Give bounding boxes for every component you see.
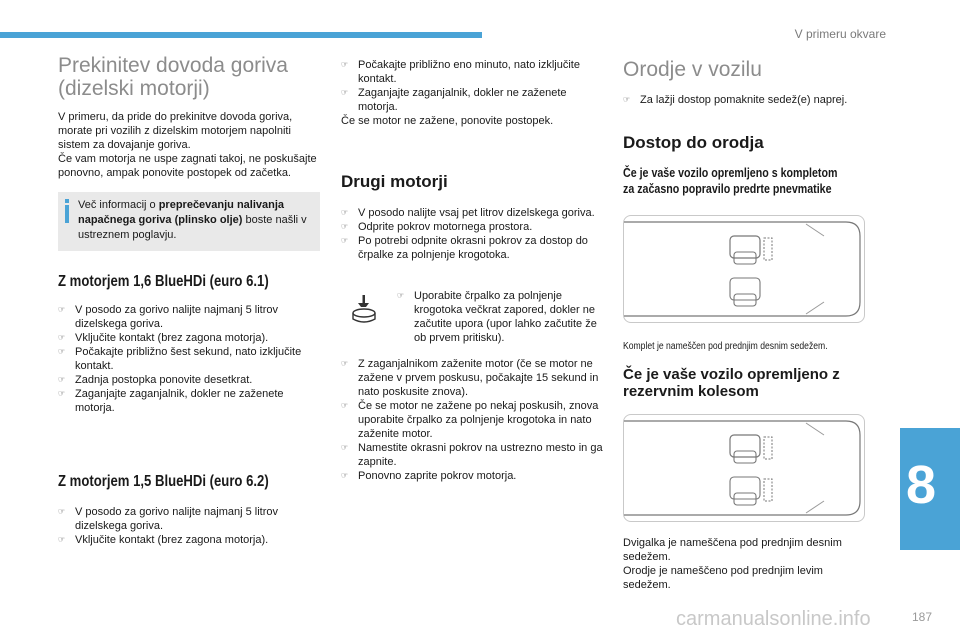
steps-engine-15: [58, 505, 320, 547]
column-right: [623, 54, 873, 592]
info-icon: [64, 199, 70, 223]
caption-kit: Komplet je nameščen pod prednjim desnim sedežem.: [623, 341, 828, 352]
chapter-tab: [900, 428, 960, 550]
car-top-view-spare-illustration: [624, 415, 864, 521]
header-accent-bar: [0, 32, 482, 38]
list-item: ☞ Namestite okrasni pokrov na ustrezno mesto in ga zapnite.: [341, 441, 603, 469]
heading-engine-16: Z motorjem 1,6 BlueHDi (euro 6.1): [58, 273, 269, 290]
heading-spare-wheel: Če je vaše vozilo opremljeno z rezervnim kolesom: [623, 366, 840, 400]
list-item: ☞ V posodo za gorivo nalijte najmanj 5 litrov dizelskega goriva.: [58, 505, 320, 533]
hand-pump-icon: [350, 295, 378, 325]
heading-engine-15: Z motorjem 1,5 BlueHDi (euro 6.2): [58, 473, 269, 490]
steps-continued: [341, 58, 603, 114]
section-title-fuel-cutoff: Prekinitev dovoda goriva (dizelski motorji): [58, 54, 288, 100]
list-item: ☞ V posodo nalijte vsaj pet litrov dizelskega goriva.: [341, 206, 603, 220]
list-item: ☞ V posodo za gorivo nalijte najmanj 5 litrov dizelskega goriva.: [58, 303, 320, 331]
steps-final: [341, 357, 603, 483]
caption-spare-1: Dvigalka je nameščena pod prednjim desnim sedežem.: [623, 537, 842, 563]
info-text-pre: Več informacij o: [78, 199, 159, 211]
info-text-post: boste našli v ustreznem poglavju.: [78, 214, 307, 241]
list-item: ☞ Če se motor ne zažene po nekaj poskusih, znova uporabite črpalko za polnjenje krogotoka in nato zaženite motor.: [341, 399, 603, 441]
watermark: carmanualsonline.info: [676, 608, 871, 630]
page-number: 187: [911, 610, 932, 624]
list-item: ☞ Z zaganjalnikom zaženite motor (če se motor ne zažene v prvem poskusu, počakajte 15 sekund in nato poskusite znova).: [341, 357, 603, 399]
tools-tip: [623, 93, 873, 107]
car-diagram-kit: [623, 215, 865, 323]
list-item: ☞ Zaganjajte zaganjalnik, dokler ne zaženete motorja.: [58, 387, 320, 415]
caption-spare-2: Orodje je nameščeno pod prednjim levim sedežem.: [623, 565, 823, 591]
car-top-view-kit-illustration: [624, 216, 864, 322]
steps-other-engines: [341, 206, 603, 262]
heading-repair-kit: [623, 165, 838, 197]
list-item: ☞ Za lažji dostop pomaknite sedež(e) naprej.: [623, 93, 873, 107]
list-item: ☞ Počakajte približno eno minuto, nato izključite kontakt.: [341, 58, 603, 86]
info-box: [58, 192, 320, 251]
pump-tip: [341, 289, 603, 345]
list-item: ☞ Zadnja postopka ponovite desetkrat.: [58, 373, 320, 387]
list-item: ☞ Vključite kontakt (brez zagona motorja).: [58, 533, 320, 547]
steps-engine-16: [58, 303, 320, 415]
intro-paragraph: V primeru, da pride do prekinitve dovoda goriva, morate pri vozilih z dizelskim motorjem napolniti sistem za dovajanje goriva.: [58, 111, 293, 151]
heading-tool-access: Dostop do orodja: [623, 133, 764, 152]
list-item: ☞ Počakajte približno šest sekund, nato izključite kontakt.: [58, 345, 320, 373]
column-left: [58, 54, 320, 547]
list-item: ☞ Odprite pokrov motornega prostora.: [341, 220, 603, 234]
car-diagram-spare: [623, 414, 865, 522]
list-item: ☞ Ponovno zaprite pokrov motorja.: [341, 469, 603, 483]
intro-paragraph-2: Če vam motorja ne uspe zagnati takoj, ne poskušajte ponovno, ampak ponovite postopek od začetka.: [58, 153, 317, 179]
list-item: ☞ Po potrebi odpnite okrasni pokrov za dostop do črpalke za polnjenje krogotoka.: [341, 234, 603, 262]
heading-other-engines: Drugi motorji: [341, 172, 448, 191]
list-item: ☞ Uporabite črpalko za polnjenje krogotoka večkrat zapored, dokler ne začutite upora (upor lahko začutite že ob prvem pritisku).: [397, 289, 603, 345]
heading-repair-kit-line-2: za začasno popravilo predrte pnevmatike: [623, 181, 832, 196]
running-header: V primeru okvare: [794, 27, 886, 41]
chapter-number: 8: [906, 455, 937, 515]
column-middle: [341, 54, 603, 483]
list-item: ☞ Zaganjajte zaganjalnik, dokler ne zaženete motorja.: [341, 86, 603, 114]
info-text-bold: preprečevanju nalivanja napačnega goriva (plinsko olje): [78, 199, 285, 226]
list-item: ☞ Vključite kontakt (brez zagona motorja).: [58, 331, 320, 345]
section-title-tools: Orodje v vozilu: [623, 58, 762, 81]
restart-note: Če se motor ne zažene, ponovite postopek.: [341, 115, 554, 127]
heading-repair-kit-line-1: Če je vaše vozilo opremljeno s kompletom: [623, 165, 838, 180]
